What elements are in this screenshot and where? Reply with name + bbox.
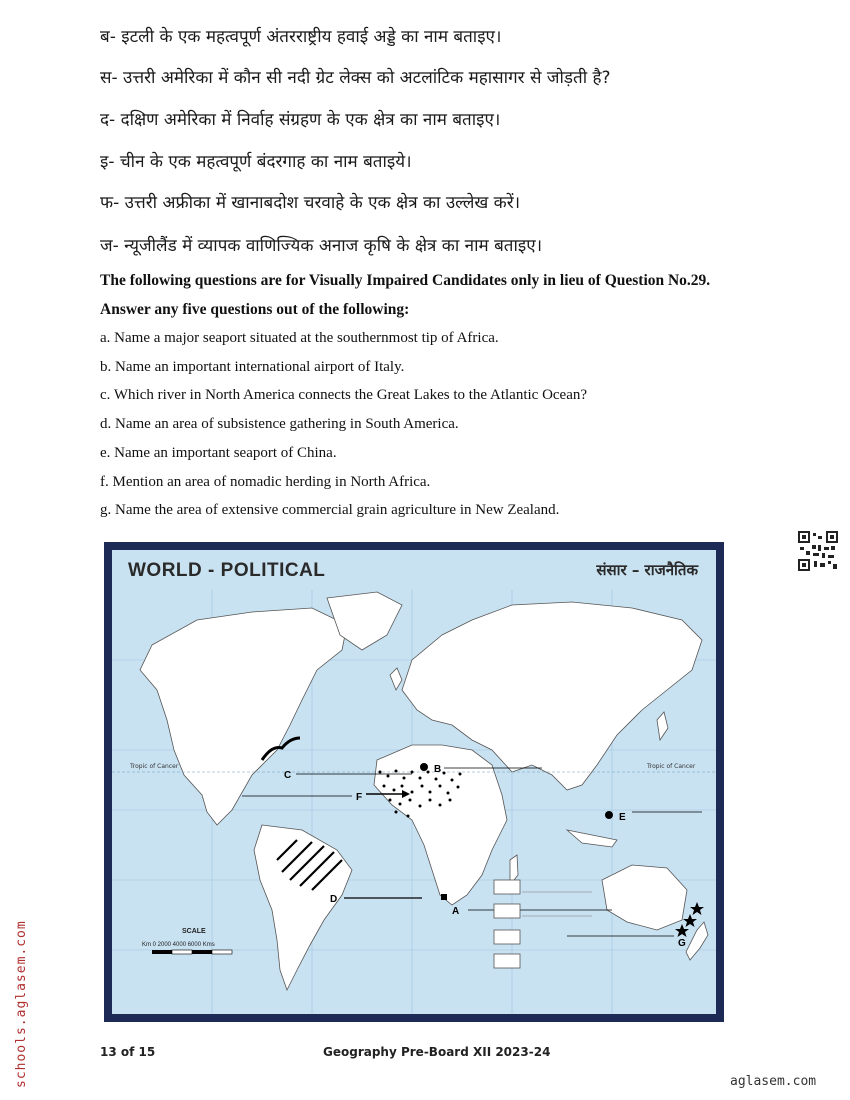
new-zealand (686, 922, 708, 960)
eng-question-a: a. Name a major seaport situated at the southernmost tip of Africa. (100, 330, 499, 346)
scale-title: SCALE (182, 928, 206, 935)
qr-code-icon (798, 531, 838, 571)
eng-question-g: g. Name the area of extensive commercial grain agriculture in New Zealand. (100, 502, 560, 518)
hindi-question-b: ब- इटली के एक महत्वपूर्ण अंतरराष्ट्रीय हवाई अड्डे का नाम बताइए। (100, 27, 502, 47)
continents (140, 592, 708, 990)
footer-title: Geography Pre-Board XII 2023-24 (323, 1045, 551, 1059)
marker-e-label: E (619, 812, 626, 823)
marker-g-label: G (678, 938, 686, 949)
uk (390, 668, 402, 690)
marker-d-label: D (330, 894, 338, 905)
australia (602, 865, 687, 930)
watermark-side: schools.aglasem.com (14, 920, 29, 1088)
eng-question-e: e. Name an important seaport of China. (100, 445, 337, 461)
map-title: WORLD - POLITICAL (128, 560, 326, 581)
marker-a-square (441, 894, 447, 900)
world-map-frame (104, 542, 724, 1022)
marker-e-dot (605, 811, 613, 819)
eng-question-d: d. Name an area of subsistence gathering in South America. (100, 416, 459, 432)
scale-bar (152, 950, 232, 954)
marker-f-label: F (356, 792, 363, 803)
marker-b-label: B (434, 764, 442, 775)
scale-values: Km 0 2000 4000 6000 Kms (142, 942, 215, 948)
hindi-question-e: इ- चीन के एक महत्वपूर्ण बंदरगाह का नाम बताइये। (100, 152, 412, 172)
eng-question-f: f. Mention an area of nomadic herding in North Africa. (100, 474, 431, 490)
hindi-question-f: फ- उत्तरी अफ्रीका में खानाबदोश चरवाहे के एक क्षेत्र का उल्लेख करें। (100, 193, 521, 213)
tropic-label-right: Tropic of Cancer (647, 763, 696, 770)
answer-boxes (494, 880, 520, 968)
hindi-question-d: द- दक्षिण अमेरिका में निर्वाह संग्रहण के एक क्षेत्र का नाम बताइए। (100, 110, 501, 130)
indonesia (567, 830, 617, 847)
japan (657, 712, 668, 740)
tropic-label-left: Tropic of Cancer (130, 763, 179, 770)
hindi-question-g: ज- न्यूजीलैंड में व्यापक वाणिज्यिक अनाज कृषि के क्षेत्र का नाम बताइए। (100, 236, 543, 256)
world-map (112, 550, 716, 1014)
world-map-svg (112, 550, 716, 1014)
page-number: 13 of 15 (100, 1045, 156, 1059)
hindi-question-c: स- उत्तरी अमेरिका में कौन सी नदी ग्रेट लेक्स को अटलांटिक महासागर से जोड़ती है? (100, 68, 611, 88)
map-title-hindi: संसार – राजनैतिक (596, 561, 698, 579)
marker-c-label: C (284, 770, 292, 781)
eng-question-b: b. Name an important international airport of Italy. (100, 359, 405, 375)
marker-a-label: A (452, 906, 460, 917)
marker-b-dot (420, 763, 428, 771)
vi-heading: The following questions are for Visually Impaired Candidates only in lieu of Question No.29. (100, 272, 711, 289)
watermark-corner: aglasem.com (730, 1074, 817, 1089)
eng-question-c: c. Which river in North America connects the Great Lakes to the Atlantic Ocean? (100, 387, 588, 403)
vi-subheading: Answer any five questions out of the following: (100, 301, 410, 318)
north-america (140, 608, 347, 825)
